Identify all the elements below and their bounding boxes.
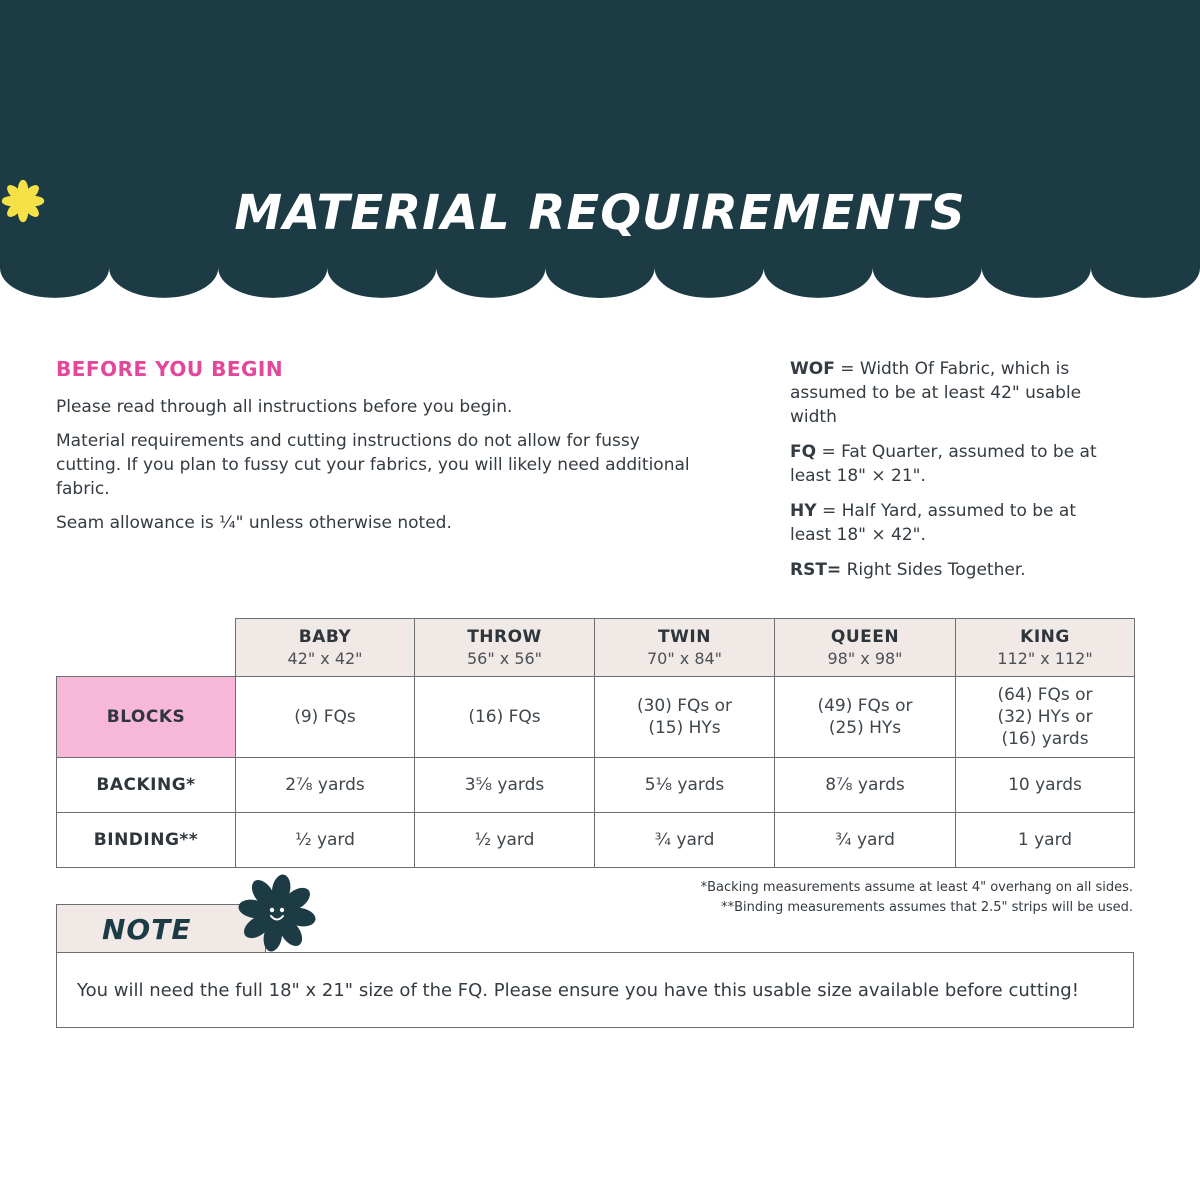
requirements-table	[56, 618, 1135, 868]
note-text: You will need the full 18" x 21" size of the FQ. Please ensure you have this usable size available before cutting!	[77, 979, 1079, 1001]
scalloped-banner-shape	[0, 0, 1200, 310]
table-cell	[956, 677, 1135, 758]
footnote-backing: *Backing measurements assume at least 4" overhang on all sides.	[700, 880, 1133, 895]
glossary-definition: Right Sides Together.	[841, 560, 1026, 580]
cell-text: (64) FQs or	[997, 685, 1093, 705]
table-cell	[595, 677, 775, 758]
row-label-binding: BINDING**	[57, 813, 236, 868]
table-cell	[415, 677, 595, 758]
table-cell	[956, 758, 1135, 813]
cell-text: (25) HYs	[828, 718, 902, 738]
note-box	[56, 952, 1134, 1028]
table-row-binding	[57, 813, 1135, 868]
glossary-term: FQ	[790, 442, 817, 462]
table-cell	[236, 813, 415, 868]
cell-text: 10 yards	[1008, 775, 1082, 795]
table-cell	[956, 813, 1135, 868]
instruction-paragraph: Please read through all instructions before you begin.	[56, 397, 513, 417]
cell-text: 3⅝ yards	[464, 775, 545, 795]
table-row-backing	[57, 758, 1135, 813]
header-banner	[0, 0, 1200, 310]
cell-text: 5⅛ yards	[644, 775, 725, 795]
table-corner	[57, 619, 236, 677]
size-header-baby	[236, 619, 415, 677]
table-footnotes	[701, 878, 1133, 918]
cell-text: 2⅞ yards	[285, 775, 365, 795]
cell-text: 8⅞ yards	[825, 775, 905, 795]
size-dimensions: 42" x 42"	[287, 649, 363, 668]
size-header-row	[57, 619, 1135, 677]
table-cell	[236, 758, 415, 813]
cell-text: (16) yards	[1001, 729, 1089, 749]
page-title: MATERIAL REQUIREMENTS	[234, 185, 966, 241]
table-cell	[415, 813, 595, 868]
glossary-term: WOF	[790, 359, 835, 379]
abbreviation-glossary	[790, 357, 1110, 593]
size-name: QUEEN	[830, 627, 900, 647]
cell-text: 1 yard	[1017, 830, 1073, 850]
glossary-item-fq	[790, 440, 1110, 488]
glossary-item-rst	[790, 558, 1110, 582]
table-cell	[775, 758, 956, 813]
table-row-blocks	[57, 677, 1135, 758]
section-heading: BEFORE YOU BEGIN	[56, 357, 284, 381]
cell-text: (32) HYs or	[997, 707, 1093, 727]
cell-text: ¾ yard	[835, 830, 895, 850]
cell-text: (30) FQs or	[636, 696, 733, 716]
cell-text: (15) HYs	[648, 718, 721, 738]
size-header-king	[956, 619, 1135, 677]
note-tab	[56, 904, 266, 952]
table-cell	[595, 758, 775, 813]
size-dimensions: 112" x 112"	[997, 649, 1093, 668]
cell-text: ¾ yard	[654, 830, 715, 850]
size-name: TWIN	[658, 627, 711, 647]
table-cell	[595, 813, 775, 868]
table-cell	[775, 677, 956, 758]
instruction-paragraph: Material requirements and cutting instructions do not allow for fussy cutting. If you plan to fussy cut your fabrics, you will likely need additional fabric.	[56, 431, 690, 499]
size-header-throw	[415, 619, 595, 677]
glossary-definition: = Width Of Fabric, which is assumed to be at least 42" usable width	[790, 359, 1082, 427]
size-name: THROW	[467, 627, 542, 647]
cell-text: ½ yard	[474, 830, 535, 850]
cell-text: (49) FQs or	[817, 696, 913, 716]
size-name: BABY	[298, 627, 352, 647]
cell-text: (16) FQs	[468, 707, 541, 727]
size-header-queen	[775, 619, 956, 677]
cell-text: ½ yard	[295, 830, 355, 850]
smiling-flower-icon	[235, 871, 319, 955]
cell-text: (9) FQs	[294, 707, 356, 727]
size-name: KING	[1020, 627, 1070, 647]
row-label-backing: BACKING*	[57, 758, 236, 813]
glossary-term: HY	[790, 501, 817, 521]
table-cell	[415, 758, 595, 813]
glossary-item-wof	[790, 357, 1110, 429]
row-label-blocks: BLOCKS	[57, 677, 236, 758]
glossary-item-hy	[790, 499, 1110, 547]
title-row	[0, 178, 1200, 248]
instruction-paragraph: Seam allowance is ¼" unless otherwise noted.	[56, 513, 452, 533]
footnote-binding: **Binding measurements assumes that 2.5" strips will be used.	[721, 900, 1133, 915]
size-header-twin	[595, 619, 775, 677]
table-cell	[775, 813, 956, 868]
note-label: NOTE	[102, 913, 192, 946]
star-icon	[0, 178, 46, 224]
size-dimensions: 56" x 56"	[466, 649, 543, 668]
glossary-definition: = Half Yard, assumed to be at least 18" × 42".	[790, 501, 1076, 545]
glossary-term: RST=	[790, 560, 842, 580]
before-you-begin-section	[56, 357, 696, 545]
size-dimensions: 70" x 84"	[646, 649, 723, 668]
size-dimensions: 98" x 98"	[827, 649, 903, 668]
glossary-definition: = Fat Quarter, assumed to be at least 18" × 21".	[790, 442, 1097, 486]
table-cell	[236, 677, 415, 758]
